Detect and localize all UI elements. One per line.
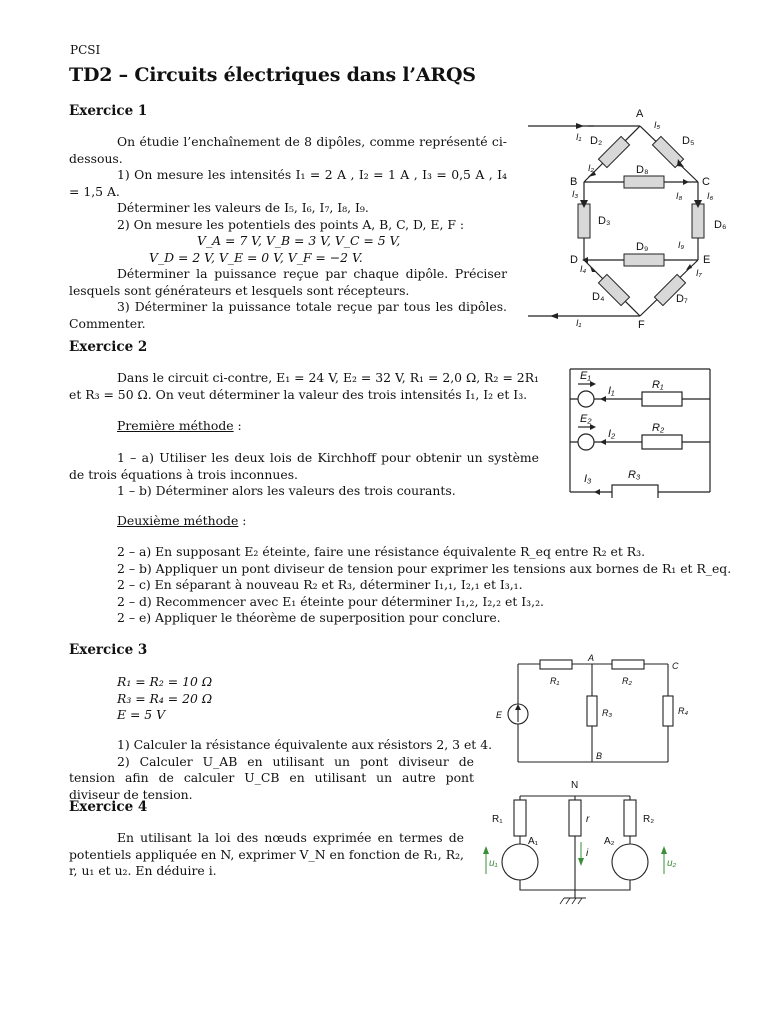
svg-text:I₂: I₂ bbox=[608, 428, 616, 440]
ex4-heading: Exercice 4 bbox=[69, 799, 148, 815]
svg-text:R₁: R₁ bbox=[550, 676, 560, 686]
svg-text:D₂: D₂ bbox=[590, 135, 603, 147]
ex1-q3: 3) Déterminer la puissance totale reçue par tous les dipôles. Commenter. bbox=[69, 299, 507, 331]
svg-text:D₆: D₆ bbox=[714, 219, 727, 231]
ex2-method1-title: Première méthode bbox=[117, 418, 234, 433]
ex3-questions bbox=[69, 737, 493, 803]
svg-text:I₂: I₂ bbox=[588, 163, 594, 173]
svg-text:B: B bbox=[596, 751, 603, 761]
svg-text:I₄: I₄ bbox=[580, 264, 587, 274]
figure-ex4-circuit bbox=[478, 774, 698, 914]
dipole-d9 bbox=[624, 254, 664, 266]
svg-text:I₈: I₈ bbox=[676, 191, 683, 201]
dipole-d8 bbox=[624, 176, 664, 188]
dipole-d6 bbox=[692, 204, 704, 238]
svg-text:D₃: D₃ bbox=[598, 215, 611, 227]
svg-text:R₁: R₁ bbox=[492, 814, 503, 825]
ex2-method2-title: Deuxième méthode bbox=[117, 513, 239, 528]
ex1-q1b: Déterminer les valeurs de I₅, I₆, I₇, I₈, I₉. bbox=[117, 200, 369, 215]
ex1-pot1: V_A = 7 V, V_B = 3 V, V_C = 5 V, bbox=[197, 233, 401, 248]
svg-text:C: C bbox=[672, 661, 679, 671]
svg-text:D₈: D₈ bbox=[636, 164, 649, 176]
dipole-d3 bbox=[578, 204, 590, 238]
svg-text:u₁: u₁ bbox=[489, 858, 498, 869]
svg-text:D: D bbox=[570, 254, 578, 266]
ex3-v1: R₁ = R₂ = 10 Ω bbox=[117, 674, 213, 689]
ex2-q2d: 2 – d) Recommencer avec E₁ éteinte pour déterminer I₁,₂, I₂,₂ et I₃,₂. bbox=[117, 593, 544, 609]
ex2-q1 bbox=[69, 450, 539, 500]
ex3-q1: 1) Calculer la résistance équivalente aux résistors 2, 3 et 4. bbox=[117, 737, 493, 752]
svg-text:D₉: D₉ bbox=[636, 241, 649, 253]
svg-text:R₄: R₄ bbox=[678, 706, 689, 716]
svg-text:E₂: E₂ bbox=[580, 413, 592, 425]
svg-text:R₃: R₃ bbox=[628, 469, 641, 481]
svg-text:I₁: I₁ bbox=[608, 385, 615, 397]
svg-text:I₉: I₉ bbox=[678, 240, 685, 250]
svg-text:I₇: I₇ bbox=[696, 268, 702, 278]
ex2-q2c: 2 – c) En séparant à nouveau R₂ et R₃, déterminer I₁,₁, I₂,₁ et I₃,₁. bbox=[117, 577, 523, 592]
ex1-q1a: 1) On mesure les intensités I₁ = 2 A , I₂ = 1 A , I₃ = 0,5 A , I₄ = 1,5 A. bbox=[69, 167, 507, 199]
svg-text:E: E bbox=[703, 254, 711, 266]
ex1-intro: On étudie l’enchaînement de 8 dipôles, comme représenté ci-dessous. bbox=[69, 134, 507, 166]
svg-text:I₅: I₅ bbox=[654, 120, 661, 130]
page-title: TD2 – Circuits électriques dans l’ARQS bbox=[69, 64, 476, 86]
ex3-q2: 2) Calculer U_AB en utilisant un pont diviseur de tension afin de calculer U_CB en utilisant un autre pont diviseur de tension. bbox=[69, 753, 474, 802]
svg-text:A₁: A₁ bbox=[528, 836, 539, 847]
svg-text:R₁: R₁ bbox=[652, 379, 664, 391]
ex2-q2e: 2 – e) Appliquer le théorème de superposition pour conclure. bbox=[117, 610, 501, 625]
svg-text:R₃: R₃ bbox=[602, 708, 613, 718]
svg-text:B: B bbox=[570, 176, 578, 188]
ex2-intro: Dans le circuit ci-contre, E₁ = 24 V, E₂ = 32 V, R₁ = 2,0 Ω, R₂ = 2R₁ et R₃ = 50 Ω. On veut déterminer la valeur des trois intensités I₁, I₂ et I₃. bbox=[69, 370, 539, 402]
svg-text:C: C bbox=[702, 176, 710, 188]
figure-dipole-bridge bbox=[528, 104, 738, 328]
ex2-q2 bbox=[117, 544, 732, 627]
course-label: PCSI bbox=[70, 43, 101, 57]
ex2-method1: Première méthode : bbox=[117, 418, 242, 433]
ex2-heading: Exercice 2 bbox=[69, 339, 148, 355]
ex2-q2b: 2 – b) Appliquer un pont diviseur de tension pour exprimer les tensions aux bornes de R₁ et R_eq. bbox=[117, 560, 732, 576]
svg-text:I₃: I₃ bbox=[572, 189, 579, 199]
svg-text:i: i bbox=[586, 848, 589, 859]
ex1-heading: Exercice 1 bbox=[69, 103, 148, 119]
ex1-pot2: V_D = 2 V, V_E = 0 V, V_F = −2 V. bbox=[149, 249, 363, 265]
ex2-q1a: 1 – a) Utiliser les deux lois de Kirchhoff pour obtenir un système de trois équations à trois inconnues. bbox=[69, 450, 539, 482]
svg-text:r: r bbox=[586, 814, 590, 825]
svg-text:R₂: R₂ bbox=[652, 422, 665, 434]
svg-text:E₁: E₁ bbox=[580, 370, 591, 382]
ex4-text: En utilisant la loi des nœuds exprimée en termes de potentiels appliquée en N, exprimer V_N en fonction de R₁, R₂, r, u₁ et u₂. En déduire i. bbox=[69, 830, 464, 878]
svg-text:D₄: D₄ bbox=[592, 291, 605, 303]
svg-text:I₁: I₁ bbox=[576, 318, 582, 328]
svg-text:R₂: R₂ bbox=[643, 814, 655, 825]
svg-text:I₃: I₃ bbox=[584, 473, 592, 485]
figure-ex2-circuit bbox=[560, 364, 720, 498]
svg-text:E: E bbox=[496, 710, 503, 720]
svg-text:D₇: D₇ bbox=[676, 293, 688, 305]
ex3-values bbox=[117, 674, 212, 724]
svg-text:A₂: A₂ bbox=[604, 836, 615, 847]
svg-text:D₅: D₅ bbox=[682, 135, 695, 147]
dipole-d2 bbox=[598, 136, 629, 167]
svg-text:F: F bbox=[638, 319, 645, 328]
svg-text:N: N bbox=[571, 780, 579, 791]
ex2-method2: Deuxième méthode : bbox=[117, 513, 247, 528]
svg-text:A: A bbox=[588, 653, 595, 663]
svg-text:R₂: R₂ bbox=[622, 676, 632, 686]
ex1-body bbox=[69, 134, 507, 332]
ex1-q2: 2) On mesure les potentiels des points A, B, C, D, E, F : bbox=[117, 216, 465, 232]
ex2-body bbox=[69, 370, 539, 403]
svg-text:u₂: u₂ bbox=[667, 858, 677, 869]
svg-text:A: A bbox=[636, 108, 644, 120]
svg-text:I₁: I₁ bbox=[576, 132, 582, 142]
ex3-v2: R₃ = R₄ = 20 Ω bbox=[117, 690, 213, 706]
ex3-heading: Exercice 3 bbox=[69, 642, 148, 658]
ex2-q1b: 1 – b) Déterminer alors les valeurs des trois courants. bbox=[117, 483, 456, 498]
ex1-q2b: Déterminer la puissance reçue par chaque dipôle. Préciser lesquels sont générateurs et lesquels sont récepteurs. bbox=[69, 266, 507, 298]
ex3-v3: E = 5 V bbox=[117, 707, 166, 722]
svg-text:I₆: I₆ bbox=[707, 191, 714, 201]
ex2-q2a: 2 – a) En supposant E₂ éteinte, faire une résistance équivalente R_eq entre R₂ et R₃. bbox=[117, 544, 646, 559]
figure-ex3-circuit bbox=[488, 652, 708, 770]
